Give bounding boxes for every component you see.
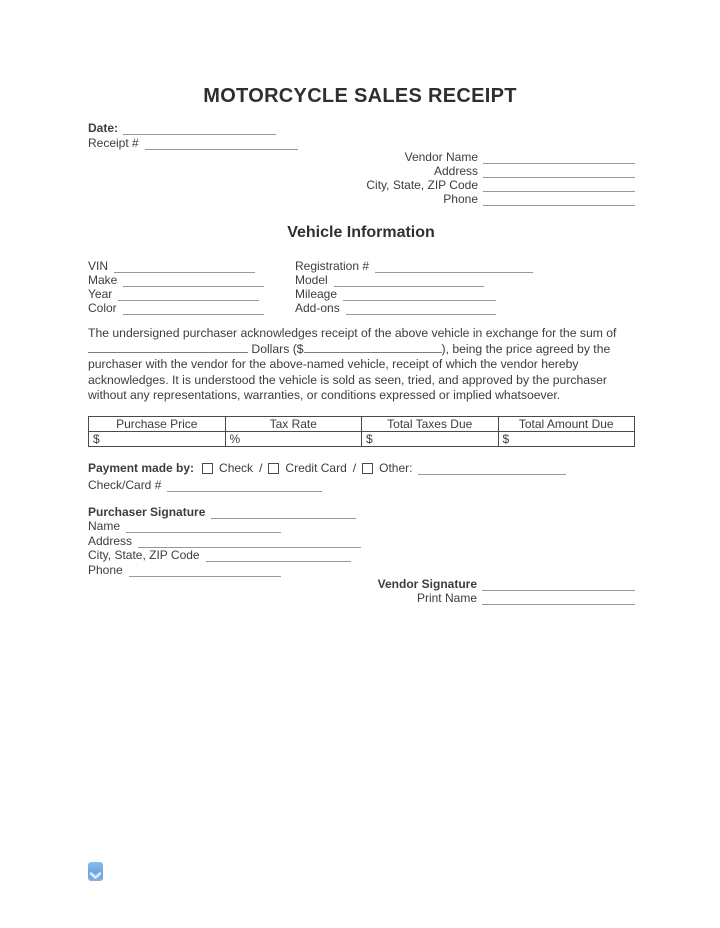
purchaser-address-label: Address bbox=[88, 533, 133, 548]
purchaser-signature-label: Purchaser Signature bbox=[88, 504, 206, 519]
color-label: Color bbox=[88, 301, 117, 315]
total-taxes-due-header: Total Taxes Due bbox=[362, 417, 499, 432]
total-taxes-due-cell[interactable]: $ bbox=[362, 432, 499, 447]
price-table bbox=[88, 416, 635, 447]
registration-row bbox=[295, 259, 635, 273]
model-label: Model bbox=[295, 273, 328, 287]
vendor-contact-block bbox=[88, 150, 635, 206]
color-fill-line[interactable] bbox=[123, 303, 264, 315]
vendor-name-row bbox=[88, 150, 635, 164]
vendor-print-name-fill-line[interactable] bbox=[482, 593, 635, 605]
other-fill-line[interactable] bbox=[418, 463, 566, 475]
option-separator: / bbox=[259, 461, 263, 475]
vendor-phone-label: Phone bbox=[443, 192, 478, 206]
vendor-signature-row bbox=[88, 576, 635, 591]
make-label: Make bbox=[88, 273, 118, 287]
purchaser-phone-label: Phone bbox=[88, 562, 123, 577]
make-row bbox=[88, 273, 295, 287]
vendor-signature-fill-line[interactable] bbox=[482, 579, 635, 591]
vendor-address-row bbox=[88, 164, 635, 178]
price-table-header-row bbox=[89, 417, 635, 432]
check-card-number-label: Check/Card # bbox=[88, 478, 162, 492]
model-fill-line[interactable] bbox=[334, 275, 484, 287]
check-card-number-fill-line[interactable] bbox=[167, 480, 322, 492]
vin-label: VIN bbox=[88, 259, 109, 273]
other-checkbox[interactable] bbox=[362, 463, 373, 474]
agreement-text-before: The undersigned purchaser acknowledges receipt of the above vehicle in exchange for the sum of bbox=[88, 326, 617, 340]
make-fill-line[interactable] bbox=[123, 275, 264, 287]
vendor-address-fill-line[interactable] bbox=[483, 166, 635, 178]
purchaser-name-label: Name bbox=[88, 519, 121, 533]
vehicle-information-heading: Vehicle Information bbox=[287, 224, 435, 241]
blue-document-chevron-logo-icon[interactable] bbox=[88, 862, 103, 881]
vendor-name-fill-line[interactable] bbox=[483, 152, 635, 164]
sum-numeric-fill-line[interactable] bbox=[304, 342, 442, 353]
vendor-city-state-zip-label: City, State, ZIP Code bbox=[366, 178, 478, 192]
date-fill-line[interactable] bbox=[123, 123, 276, 135]
payment-section bbox=[88, 460, 635, 492]
vehicle-information-fields bbox=[88, 259, 635, 315]
vin-row bbox=[88, 259, 295, 273]
purchaser-address-row bbox=[88, 533, 361, 548]
other-option-label: Other: bbox=[379, 461, 413, 475]
year-row bbox=[88, 287, 295, 301]
check-checkbox[interactable] bbox=[202, 463, 213, 474]
vendor-address-label: Address bbox=[433, 164, 478, 178]
purchaser-phone-fill-line[interactable] bbox=[129, 565, 281, 577]
credit-card-checkbox[interactable] bbox=[268, 463, 279, 474]
vendor-city-state-zip-fill-line[interactable] bbox=[483, 180, 635, 192]
purchaser-signature-block bbox=[88, 504, 361, 577]
purchase-price-header: Purchase Price bbox=[89, 417, 226, 432]
vendor-print-name-label: Print Name bbox=[416, 591, 477, 605]
color-row bbox=[88, 301, 295, 315]
purchaser-city-state-zip-fill-line[interactable] bbox=[206, 550, 351, 562]
purchaser-city-state-zip-label: City, State, ZIP Code bbox=[88, 548, 200, 562]
vendor-city-state-zip-row bbox=[88, 178, 635, 192]
receipt-number-row bbox=[88, 135, 298, 150]
date-receipt-block bbox=[88, 120, 298, 150]
addons-label: Add-ons bbox=[295, 301, 340, 315]
dollars-label: Dollars ($ bbox=[251, 341, 304, 356]
total-amount-due-header: Total Amount Due bbox=[498, 417, 635, 432]
total-amount-due-cell[interactable]: $ bbox=[498, 432, 635, 447]
purchaser-name-fill-line[interactable] bbox=[126, 521, 281, 533]
vendor-print-name-row bbox=[88, 591, 635, 606]
payment-made-by-label: Payment made by: bbox=[88, 461, 195, 475]
vendor-signature-block bbox=[88, 576, 635, 605]
purchaser-signature-row bbox=[88, 504, 361, 519]
agreement-paragraph bbox=[88, 326, 637, 404]
chevron-down-icon bbox=[89, 872, 102, 881]
purchaser-signature-fill-line[interactable] bbox=[211, 507, 356, 519]
purchase-price-cell[interactable]: $ bbox=[89, 432, 226, 447]
mileage-label: Mileage bbox=[295, 287, 338, 301]
credit-card-option-label: Credit Card bbox=[285, 461, 347, 475]
page-title: MOTORCYCLE SALES RECEIPT bbox=[203, 85, 517, 107]
registration-fill-line[interactable] bbox=[375, 261, 533, 273]
purchaser-name-row bbox=[88, 519, 361, 534]
tax-rate-header: Tax Rate bbox=[225, 417, 362, 432]
vendor-name-label: Vendor Name bbox=[404, 150, 478, 164]
mileage-row bbox=[295, 287, 635, 301]
model-row bbox=[295, 273, 635, 287]
addons-row bbox=[295, 301, 635, 315]
receipt-number-label: Receipt # bbox=[88, 136, 139, 150]
addons-fill-line[interactable] bbox=[346, 303, 496, 315]
registration-label: Registration # bbox=[295, 259, 370, 273]
check-option-label: Check bbox=[219, 461, 254, 475]
option-separator-2: / bbox=[352, 461, 357, 475]
date-row bbox=[88, 120, 298, 135]
purchaser-city-state-zip-row bbox=[88, 548, 361, 563]
vendor-signature-label: Vendor Signature bbox=[377, 576, 477, 591]
vin-fill-line[interactable] bbox=[114, 261, 255, 273]
purchaser-address-fill-line[interactable] bbox=[138, 536, 361, 548]
sum-words-fill-line[interactable] bbox=[88, 342, 248, 353]
receipt-number-fill-line[interactable] bbox=[145, 138, 298, 150]
price-table-value-row bbox=[89, 432, 635, 447]
year-label: Year bbox=[88, 287, 113, 301]
mileage-fill-line[interactable] bbox=[343, 289, 496, 301]
vendor-phone-fill-line[interactable] bbox=[483, 194, 635, 206]
year-fill-line[interactable] bbox=[118, 289, 259, 301]
purchaser-phone-row bbox=[88, 562, 361, 577]
tax-rate-cell[interactable]: % bbox=[225, 432, 362, 447]
date-label: Date: bbox=[88, 121, 119, 135]
agreement-text-after: ), being the price agreed by the purchaser with the vendor for the above-named vehicle, receipt of which the vendor hereby acknowledges. It is understood the vehicle is sold as seen, tried, and approved by the purchaser without any representations, warranties, or conditions expressed or implied whatsoever. bbox=[88, 341, 611, 402]
vendor-phone-row bbox=[88, 192, 635, 206]
